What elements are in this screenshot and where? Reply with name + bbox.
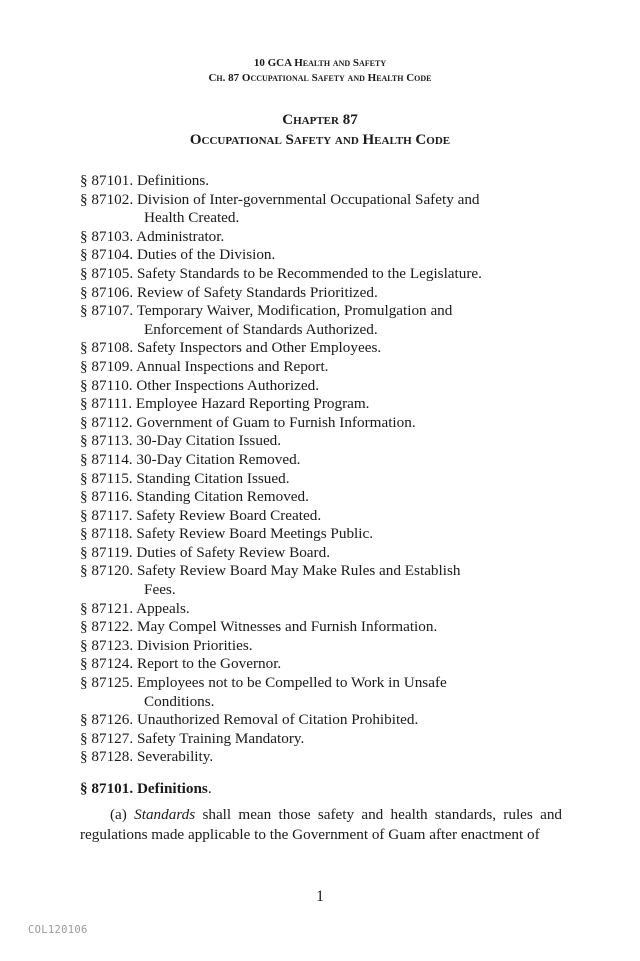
- section-paragraph: [80, 805, 562, 845]
- toc-entry: [80, 525, 570, 544]
- chapter-title: Occupational Safety and Health Code: [189, 132, 451, 148]
- toc-section-number: § 87116.: [80, 488, 133, 506]
- toc-section-number: § 87103.: [80, 227, 134, 245]
- toc-entry: [80, 637, 570, 656]
- toc-section-number: § 87113.: [80, 432, 133, 450]
- toc-section-number: § 87110.: [80, 376, 133, 394]
- toc-section-title-continued: Fees.: [144, 581, 176, 599]
- toc-section-title: Administrator.: [136, 227, 225, 245]
- toc-section-title: Employee Hazard Reporting Program.: [135, 395, 370, 413]
- toc-entry: [80, 655, 570, 674]
- section-heading-text: § 87101. Definitions: [80, 780, 208, 797]
- toc-section-title: Standing Citation Issued.: [136, 469, 290, 487]
- toc-section-title: Safety Review Board May Make Rules and Establish: [136, 562, 461, 580]
- toc-entry: [80, 358, 570, 377]
- toc-section-title: Safety Review Board Meetings Public.: [136, 525, 374, 543]
- toc-section-number: § 87128.: [80, 748, 134, 766]
- toc-entry: [80, 507, 570, 526]
- toc-entry: [80, 488, 570, 507]
- toc-section-number: § 87101.: [80, 172, 134, 189]
- section-heading-period: .: [207, 780, 212, 797]
- toc-section-title: Report to the Governor.: [136, 655, 282, 673]
- page-number: 1: [316, 888, 324, 905]
- toc-section-number: § 87108.: [80, 339, 134, 357]
- toc-section-number: § 87104.: [80, 246, 134, 264]
- toc-section-number: § 87105.: [80, 264, 134, 282]
- toc-entry: [80, 451, 570, 470]
- running-head-chapter: Ch. 87 Occupational Safety and Health Code: [208, 72, 432, 84]
- toc-section-number: § 87114.: [80, 450, 133, 468]
- toc-section-title: May Compel Witnesses and Furnish Information.: [136, 618, 438, 636]
- toc-entry: [80, 730, 570, 749]
- toc-entry: [80, 562, 570, 599]
- toc-section-title: Annual Inspections and Report.: [136, 357, 329, 375]
- toc-section-number: § 87117.: [80, 506, 133, 524]
- table-of-contents: [80, 172, 570, 767]
- toc-entry: [80, 618, 570, 637]
- toc-section-number: § 87111.: [80, 395, 133, 413]
- chapter-number: Chapter 87: [282, 112, 358, 128]
- toc-section-number: § 87120.: [80, 562, 134, 580]
- paragraph-label: (a): [110, 806, 127, 823]
- toc-section-number: § 87125.: [80, 674, 134, 692]
- running-head-title: 10 GCA Health and Safety: [253, 57, 387, 69]
- toc-entry: [80, 339, 570, 358]
- toc-section-title: Duties of Safety Review Board.: [136, 543, 330, 561]
- toc-section-title: Unauthorized Removal of Citation Prohibited.: [136, 711, 419, 729]
- document-code: COL120106: [28, 924, 88, 936]
- toc-section-number: § 87121.: [80, 599, 134, 617]
- toc-entry: [80, 302, 570, 339]
- toc-section-number: § 87106.: [80, 283, 134, 301]
- toc-section-title: Standing Citation Removed.: [136, 488, 309, 506]
- toc-section-title: Definitions.: [136, 172, 210, 189]
- toc-section-title: 30-Day Citation Removed.: [136, 450, 301, 468]
- toc-section-number: § 87115.: [80, 469, 133, 487]
- toc-section-title: Review of Safety Standards Prioritized.: [136, 283, 378, 301]
- toc-section-title: Employees not to be Compelled to Work in Unsafe: [136, 674, 447, 692]
- toc-entry: [80, 228, 570, 247]
- toc-entry: [80, 748, 570, 767]
- toc-entry: [80, 674, 570, 711]
- toc-section-title-continued: Health Created.: [144, 209, 240, 227]
- running-head: [0, 56, 640, 86]
- paragraph-text: shall mean those safety and health standards, rules and regulations made applicable to the Government of Guam after enactment of: [80, 806, 563, 843]
- toc-section-title-continued: Enforcement of Standards Authorized.: [144, 320, 378, 338]
- toc-section-title: Division Priorities.: [136, 636, 253, 654]
- toc-section-number: § 87124.: [80, 655, 134, 673]
- toc-section-title: Safety Standards to be Recommended to the Legislature.: [136, 264, 482, 282]
- toc-entry: [80, 470, 570, 489]
- section-heading: [80, 779, 212, 798]
- toc-entry: [80, 600, 570, 619]
- toc-section-title: Safety Review Board Created.: [136, 506, 322, 524]
- toc-section-title: Duties of the Division.: [136, 246, 276, 264]
- toc-entry: [80, 265, 570, 284]
- toc-section-number: § 87123.: [80, 636, 134, 654]
- toc-section-title: 30-Day Citation Issued.: [136, 432, 282, 450]
- toc-section-number: § 87122.: [80, 618, 134, 636]
- toc-section-number: § 87102.: [80, 190, 134, 208]
- toc-section-title: Temporary Waiver, Modification, Promulgation and: [136, 302, 453, 320]
- toc-entry: [80, 377, 570, 396]
- toc-entry: [80, 172, 570, 191]
- toc-section-number: § 87118.: [80, 525, 133, 543]
- toc-entry: [80, 432, 570, 451]
- toc-entry: [80, 414, 570, 433]
- toc-section-title: Safety Training Mandatory.: [136, 729, 305, 747]
- toc-section-number: § 87107.: [80, 302, 134, 320]
- toc-section-title: Government of Guam to Furnish Information.: [136, 413, 416, 431]
- toc-section-title: Appeals.: [136, 599, 190, 617]
- toc-entry: [80, 544, 570, 563]
- toc-entry: [80, 191, 570, 228]
- toc-section-title-continued: Conditions.: [144, 692, 215, 710]
- toc-section-number: § 87119.: [80, 543, 133, 561]
- toc-entry: [80, 395, 570, 414]
- toc-section-title: Other Inspections Authorized.: [136, 376, 320, 394]
- toc-section-number: § 87127.: [80, 729, 134, 747]
- toc-entry: [80, 246, 570, 265]
- toc-section-title: Division of Inter-governmental Occupational Safety and: [136, 190, 480, 208]
- toc-entry: [80, 711, 570, 730]
- toc-entry: [80, 284, 570, 303]
- chapter-heading: [0, 110, 640, 150]
- toc-section-number: § 87109.: [80, 357, 134, 375]
- toc-section-title: Severability.: [136, 748, 214, 766]
- paragraph-defined-term: Standards: [134, 806, 196, 823]
- toc-section-title: Safety Inspectors and Other Employees.: [136, 339, 382, 357]
- toc-section-number: § 87126.: [80, 711, 134, 729]
- toc-section-number: § 87112.: [80, 413, 133, 431]
